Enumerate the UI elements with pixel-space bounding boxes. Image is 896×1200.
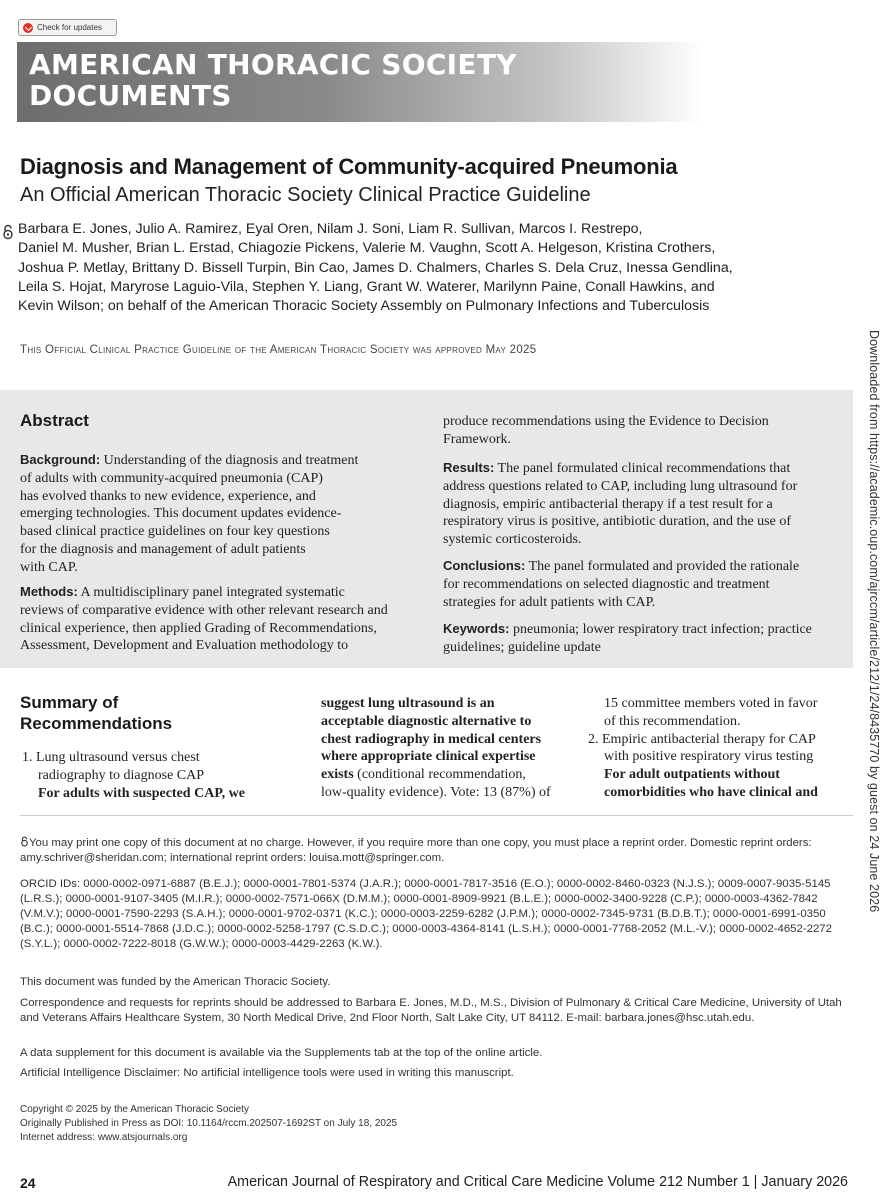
internet-address-line: Internet address: www.atsjournals.org [20,1132,188,1143]
recommendation-title: Lung ultrasound versus chest [36,750,200,765]
doi-line: Originally Published in Press as DOI: 10.1164/rccm.202507-1692ST on July 18, 2025 [20,1118,398,1129]
summary-column-2 [321,695,586,802]
supplement-footnote: A data supplement for this document is available via the Supplements tab at the top of the online article. [20,1047,543,1059]
recommendation-strength: (conditional recommendation, [357,767,526,783]
copyright-block [20,1103,397,1145]
abstract-results [443,459,843,549]
conclusions-line: strategies for adult patients with CAP. [443,594,656,610]
methods-label: Methods: [20,584,78,599]
copyright-line: Copyright © 2025 by the American Thoracic Society [20,1104,249,1115]
author-list [18,220,868,316]
results-label: Results: [443,460,495,475]
recommendation-bold-line: For adults with suspected CAP, we [38,785,245,801]
abstract-methods-continued [443,413,843,449]
summary-heading [20,692,172,734]
funding-footnote: This document was funded by the American Thoracic Society. [20,976,331,988]
abstract-heading: Abstract [20,411,89,430]
background-line: of adults with community-acquired pneumonia (CAP) [20,470,323,486]
background-line: with CAP. [20,559,78,575]
download-note: Downloaded from https://academic.oup.com/ajrccm/article/212/1/24/8435770 by guest on 24 June 2026 [867,330,881,913]
results-line: systemic corticosteroids. [443,532,582,548]
recommendation-bold-line: chest radiography in medical centers [321,731,542,747]
methods-line: clinical experience, then applied Grading of Recommendations, [20,620,377,636]
open-access-lock-icon [2,224,14,240]
background-line: has evolved thanks to new evidence, experience, and [20,488,316,504]
methods-continued-line: Framework. [443,431,512,447]
journal-footer: American Journal of Respiratory and Critical Care Medicine Volume 212 Number 1 | January 2026 [227,1174,848,1190]
author-line: Leila S. Hojat, Maryrose Laguio-Vila, Stephen Y. Liang, Grant W. Waterer, Marilynn Paine, Conall Hawkins, and [18,278,715,295]
section-banner [17,42,702,122]
recommendation-bold-line: acceptable diagnostic alternative to [321,713,532,729]
methods-line: reviews of comparative evidence with other relevant research and [20,602,388,618]
background-label: Background: [20,452,101,467]
abstract-keywords [443,620,843,657]
summary-heading-line: Summary of [20,693,119,712]
recommendation-bold-line: suggest lung ultrasound is an [321,696,495,711]
recommendation-bold-line: For adult outpatients without [604,767,780,783]
keywords-text-first: pneumonia; lower respiratory tract infection; practice [512,622,812,637]
summary-column-3 [588,695,853,802]
methods-text-first: A multidisciplinary panel integrated systematic [80,585,345,600]
vote-line: 15 committee members voted in favor [604,696,818,711]
check-for-updates-button[interactable] [18,19,117,36]
reprint-text: You may print one copy of this document at no charge. However, if you require more than one copy, you must place a reprint order. Domestic reprint orders: amy.schriver@sheridan.com; international reprint orders: louisa.mott@springer.com. [20,837,812,864]
author-line: Kevin Wilson; on behalf of the American Thoracic Society Assembly on Pulmonary Infections and Tuberculosis [18,298,710,315]
background-line: based clinical practice guidelines on four key questions [20,524,330,540]
keywords-line: guidelines; guideline update [443,639,601,655]
author-line: Barbara E. Jones, Julio A. Ramirez, Eyal Oren, Nilam J. Soni, Liam R. Sullivan, Marcos I. Restrepo, [18,221,643,237]
results-line: address questions related to CAP, including lung ultrasound for [443,478,798,494]
check-for-updates-label: Check for updates [37,23,102,32]
author-line: Joshua P. Metlay, Brittany D. Bissell Turpin, Bin Cao, James D. Chalmers, Charles S. Dela Cruz, Inessa Gendlina, [18,259,733,276]
conclusions-text-first: The panel formulated and provided the rationale [528,559,800,574]
reprint-footnote [20,836,853,866]
recommendation-title-line: with positive respiratory virus testing [604,749,814,765]
banner-line-2: DOCUMENTS [29,79,232,112]
methods-continued-line: produce recommendations using the Evidence to Decision [443,414,769,429]
conclusions-line: for recommendations on selected diagnostic and treatment [443,576,770,592]
article-title: Diagnosis and Management of Community-acquired Pneumonia [20,154,678,179]
abstract-methods [20,583,420,655]
check-circle-icon [23,23,33,33]
summary-column-1 [22,749,292,802]
conclusions-label: Conclusions: [443,558,526,573]
results-line: respiratory virus is positive, antibiotic duration, and the use of [443,514,791,530]
approval-statement: This Official Clinical Practice Guideline of the American Thoracic Society was approved May 2025 [20,344,537,356]
background-line: emerging technologies. This document updates evidence- [20,506,342,522]
recommendation-title-line: radiography to diagnose CAP [38,767,205,783]
recommendation-bold-line: comorbidities who have clinical and [604,784,818,800]
abstract-conclusions [443,557,843,611]
background-line: for the diagnosis and management of adult patients [20,541,306,557]
banner-line-1: AMERICAN THORACIC SOCIETY [29,48,517,81]
keywords-label: Keywords: [443,621,510,636]
results-line: diagnosis, empiric antibacterial therapy if a test result for a [443,496,773,512]
background-text-first: Understanding of the diagnosis and treatment [103,453,359,468]
correspondence-footnote: Correspondence and requests for reprints should be addressed to Barbara E. Jones, M.D., M.S., Division of Pulmonary & Critical Care Medicine, University of Utah and Veterans Affairs Healthcare System, 30 North Medical Drive, 2nd Floor North, Salt Lake City, UT 84112. E-mail: barbara.jones@hsc.utah.edu. [20,997,842,1024]
recommendation-vote-line: low-quality evidence). Vote: 13 (87%) of [321,784,551,800]
results-text-first: The panel formulated clinical recommendations that [497,461,791,476]
article-subtitle: An Official American Thoracic Society Clinical Practice Guideline [20,184,591,206]
recommendation-title: Empiric antibacterial therapy for CAP [602,731,816,747]
page-number: 24 [20,1175,36,1191]
recommendation-bold-line: where appropriate clinical expertise [321,749,536,765]
recommendation-number: 1. [22,750,33,765]
vote-line: of this recommendation. [604,713,741,729]
recommendation-number: 2. [588,731,599,747]
ai-disclaimer-footnote: Artificial Intelligence Disclaimer: No artificial intelligence tools were used in writing this manuscript. [20,1067,514,1079]
recommendation-bold-word: exists [321,767,354,783]
orcid-footnote: ORCID IDs: 0000-0002-0971-6887 (B.E.J.); 0000-0001-7801-5374 (J.A.R.); 0000-0001-7817-3516 (E.O.); 0000-0002-8460-0323 (N.J.S.); 0009-0007-9035-5145 (L.R.S.); 0000-0001-9107-3405 (M.I.R.); 0000-0002-7571-066X (D.M.M.); 0000-0001-8909-9921 (B.L.E.); 0000-0002-3400-9228 (C.P.); 0000-0003-4362-7842 (V.M.V.); 0000-0001-7590-2293 (S.A.H.); 0000-0001-9702-0371 (K.C.); 0000-0003-2259-6282 (J.P.M.); 0000-0002-7345-9731 (B.D.B.T.); 0000-0001-6991-0350 (B.C.); 0000-0001-5514-7868 (J.D.C.); 0000-0002-5258-1797 (C.S.D.C.); 0000-0003-4364-8141 (L.S.H.); 0000-0001-7768-2052 (M.L.-V.); 0000-0002-4652-2272 (S.Y.L.); 0000-0002-7222-8018 (G.W.W.); 0000-0003-4429-2263 (K.W.). [20,878,832,950]
abstract-background [20,451,420,577]
methods-line: Assessment, Development and Evaluation methodology to [20,638,349,654]
open-access-lock-icon [20,836,29,847]
summary-heading-line: Recommendations [20,714,173,733]
author-line: Daniel M. Musher, Brian L. Erstad, Chiagozie Pickens, Valerie M. Vaughn, Scott A. Helgeson, Kristina Crothers, [18,240,716,257]
footnote-divider [20,815,853,816]
